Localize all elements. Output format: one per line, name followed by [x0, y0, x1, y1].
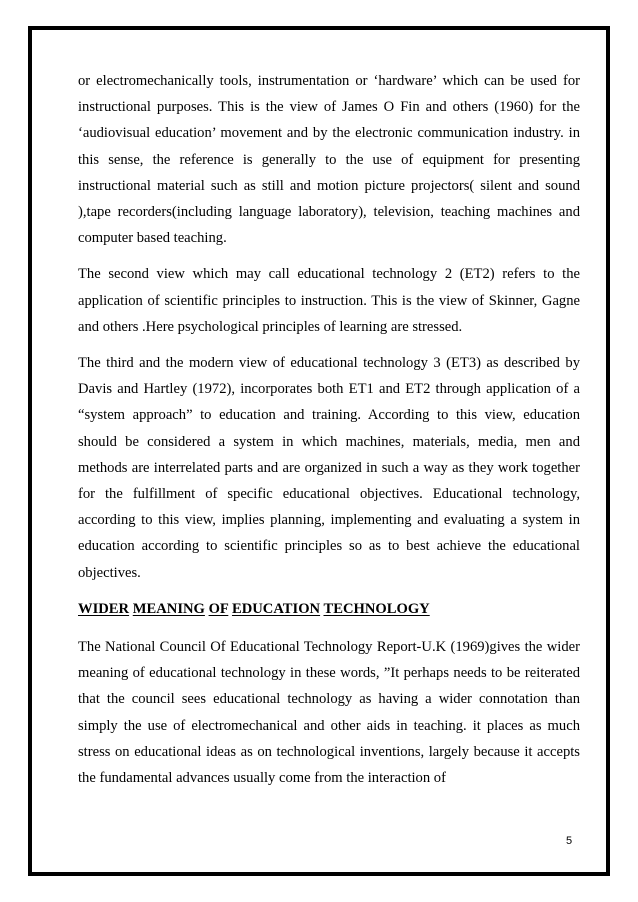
heading-word-wider: WIDER: [78, 600, 130, 617]
paragraph-ncet-report: The National Council Of Educational Technology Report-U.K (1969)gives the wider meaning of educational technology in these words, ”It perhaps needs to be reiterated that the council sees educational technology as having a wider connotation than simply the use of electromechanical and other aids in teaching. it places as much stress on educational ideas as on technological inventions, largely because it accepts the fundamental advances usually come from the interaction of: [78, 639, 580, 787]
paragraph-hardware-view: or electromechanically tools, instrumentation or ‘hardware’ which can be used for instructional purposes. This is the view of James O Fin and others (1960) for the ‘audiovisual education’ movement and by the electronic communication industry. in this sense, the reference is generally to the use of equipment for presenting instructional material such as still and motion picture projectors( silent and sound ),tape recorders(including language laboratory), television, teaching machines and computer based teaching.: [78, 73, 580, 247]
heading-word-of: OF: [208, 600, 229, 617]
heading-word-meaning: MEANING: [132, 600, 205, 617]
paragraph-et2-view: The second view which may call educational technology 2 (ET2) refers to the application of scientific principles to instruction. This is the view of Skinner, Gagne and others .Here psychological principles of learning are stressed.: [78, 266, 580, 335]
heading-word-education: EDUCATION: [231, 600, 321, 617]
page-number: 5: [566, 835, 573, 847]
page-content: [78, 68, 580, 801]
heading-word-technology: TECHNOLOGY: [323, 600, 430, 617]
section-heading: [78, 596, 580, 622]
paragraph-et3-view: The third and the modern view of educational technology 3 (ET3) as described by Davis and Hartley (1972), incorporates both ET1 and ET2 through application of a “system approach” to education and training. According to this view, education should be considered a system in which machines, materials, media, men and methods are interrelated parts and are organized in such a way as they work together for the fulfillment of specific educational objectives. Educational technology, according to this view, implies planning, implementing and evaluating a system in education according to scientific principles so as to best achieve the educational objectives.: [78, 355, 580, 581]
